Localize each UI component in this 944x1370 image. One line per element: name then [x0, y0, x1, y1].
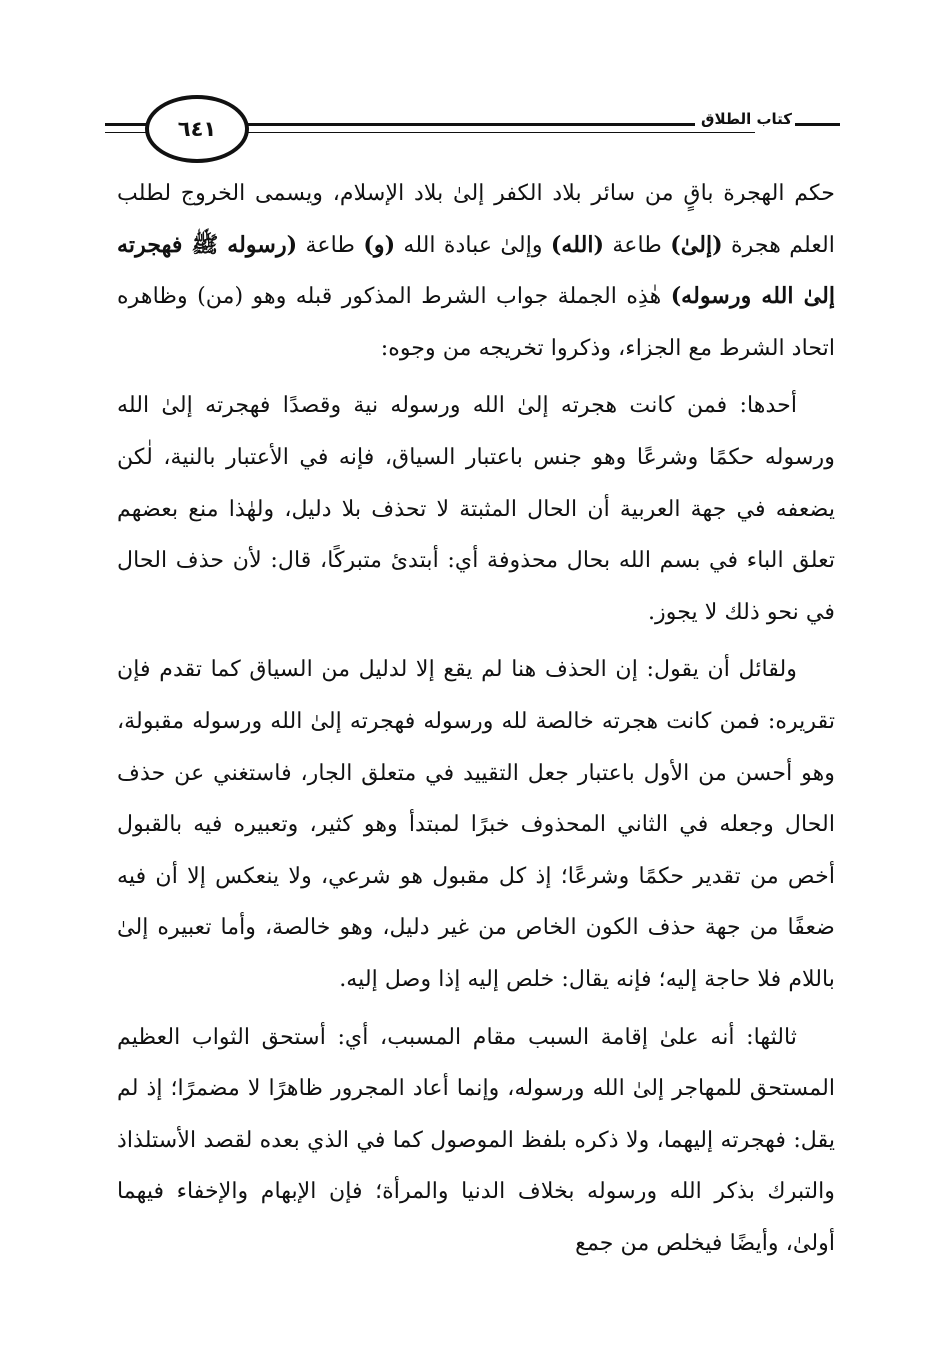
- paragraph: [117, 168, 835, 374]
- text-segment: ثالثها: أنه علىٰ إقامة السبب مقام المسبب، أي: أستحق الثواب العظيم المستحق للمهاجر إلىٰ الله ورسوله، وإنما أعاد المجرور ظاهرًا لا مضمرًا؛ إذ لم يقل: فهجرته إليهما، ولا ذكره بلفظ الموصول كما في الذي بعده لقصد الأستلذاذ والتبرك بذكر الله ورسوله بخلاف الدنيا والمرأة؛ فإن الإبهام والإخفاء فيهما أولىٰ، وأيضًا فيخلص من جمع: [117, 1023, 835, 1256]
- header-rule-right: [241, 123, 755, 126]
- page-number-circle: [145, 95, 249, 163]
- header-rule-right-thin: [241, 132, 755, 133]
- bold-text-segment: (إلىٰ): [670, 231, 723, 258]
- paragraph: [117, 1012, 835, 1270]
- paragraph: [117, 380, 835, 638]
- bold-text-segment: (رسوله ﷺ فهجرته إلىٰ الله ورسوله): [117, 231, 835, 310]
- body-text: [117, 168, 835, 1275]
- header-rule-far-right: [795, 123, 840, 126]
- paragraph: [117, 644, 835, 1005]
- text-segment: وإلىٰ عبادة الله: [395, 231, 551, 258]
- running-header: [105, 92, 840, 172]
- text-segment: ولقائل أن يقول: إن الحذف هنا لم يقع إلا لدليل من السياق كما تقدم فإن تقريره: فمن كانت هجرته خالصة لله ورسوله فهجرته إلىٰ الله ورسوله مقبولة، وهو أحسن من الأول باعتبار جعل التقييد في متعلق الجار، فاستغني عن حذف الحال وجعله في الثاني المحذوف خبرًا لمبتدأ وهو كثير، وتعبيره فيه بالقبول أخص من تقدير حكمًا وشرعًا؛ إذ كل مقبول هو شرعي، ولا ينعكس إلا أن فيه ضعفًا من جهة حذف الكون الخاص من غير دليل، وهو خالصة، وأما تعبيره إلىٰ باللام فلا حاجة إليه؛ فإنه يقال: خلص إليه إذا وصل إليه.: [117, 656, 835, 992]
- text-segment: حكم الهجرة باقٍ من سائر بلاد الكفر إلىٰ بلاد الإسلام، ويسمى الخروج لطلب العلم هجرة: [117, 180, 835, 258]
- text-segment: أحدها: فمن كانت هجرته إلىٰ الله ورسوله نية وقصدًا فهجرته إلىٰ الله ورسوله حكمًا وشرعًا وهو جنس باعتبار السياق، فإنه في الأعتبار بالنية، لٰكن يضعفه في جهة العربية أن الحال المثبتة لا تحذف بلا دليل، ولهٰذا منع بعضهم تعلق الباء في بسم الله بحال محذوفة أي: أبتدئ متبركًا، قال: لأن حذف الحال في نحو ذلك لا يجوز.: [117, 392, 836, 625]
- page-number: ٦٤١: [177, 117, 217, 141]
- bold-text-segment: (و): [363, 231, 396, 258]
- text-segment: طاعة: [297, 231, 364, 258]
- text-segment: هٰذِه الجملة جواب الشرط المذكور قبله وهو (من) وظاهره اتحاد الشرط مع الجزاء، وذكروا تخريجه من وجوه:: [117, 283, 835, 361]
- book-title: كتاب الطلاق: [695, 110, 792, 128]
- bold-text-segment: (الله): [550, 231, 605, 258]
- text-segment: طاعة: [604, 231, 671, 258]
